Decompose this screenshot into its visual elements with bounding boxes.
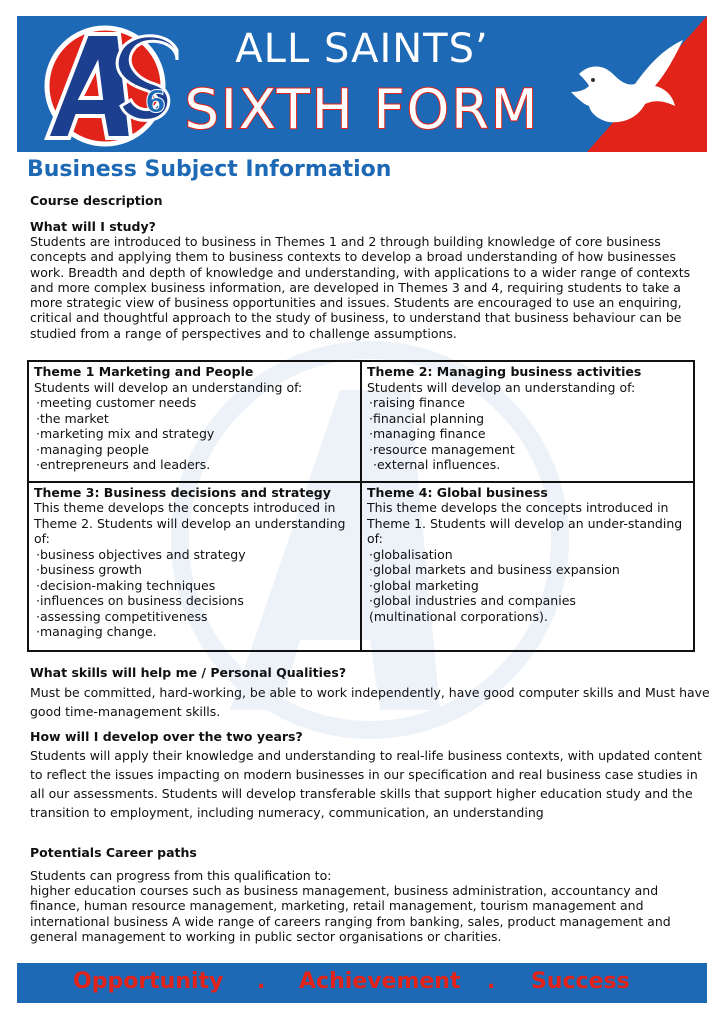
footer-dot: . (487, 969, 496, 994)
svg-text:6: 6 (145, 85, 166, 120)
themes-table (27, 360, 695, 652)
theme-3-cell (28, 482, 361, 651)
header-line1: ALL SAINTS’ (235, 26, 489, 72)
develop-heading: How will I develop over the two years? (30, 729, 303, 744)
list-item: ·global markets and business expansion (369, 562, 620, 578)
list-item: ·meeting customer needs (36, 395, 197, 410)
skills-paragraph: Must be committed, hard-working, be able to work independently, have good computer skills and Must have good time-management skills. (30, 685, 710, 719)
list-item: ·global industries and companies (369, 593, 576, 609)
list-item: (multinational corporations). (369, 608, 548, 624)
list-item: ·external influences. (369, 457, 501, 472)
theme-4-cell (361, 482, 694, 651)
list-item: ·influences on business decisions (36, 593, 244, 609)
list-item: ·marketing mix and strategy (36, 426, 215, 441)
career-paragraph (30, 868, 710, 944)
dove-icon (569, 34, 689, 134)
header-line2: SIXTH FORM (184, 78, 540, 141)
footer-achievement: Achievement (299, 969, 461, 994)
list-item: ·raising finance (369, 395, 466, 410)
career-heading: Potentials Career paths (30, 845, 197, 860)
footer-dot: . (257, 969, 266, 994)
theme-4-intro: This theme develops the concepts introduced in Theme 1. Students will develop an under-standing of: (367, 500, 683, 547)
page-title: Business Subject Information (27, 157, 392, 182)
theme-1-cell (28, 361, 361, 482)
career-text: higher education courses such as business management, business administration, accountancy and finance, human resource management, marketing, retail management, tourism management and international business A wide range of careers ranging from banking, sales, product management and general management to working in public sector organisations or charities. (30, 883, 671, 944)
footer-banner (17, 963, 707, 1003)
footer-success: Success (531, 969, 630, 994)
theme-2-intro: Students will develop an understanding of: (367, 379, 636, 395)
develop-paragraph: Students will apply their knowledge and understanding to real-life business contexts, with updated content to reflect the issues impacting on modern businesses in our specification and real business case studies in all our assessments. Students will develop transferable skills that support higher education study and the transition to employment, including numeracy, communication, an understanding (30, 748, 702, 820)
study-paragraph: Students are introduced to business in Themes 1 and 2 through building knowledge of core business concepts and applying them to business contexts to develop a broad understanding of how businesses work. Breadth and depth of knowledge and understanding, with applications to a wider range of contexts and more complex business information, are developed in Themes 3 and 4, requiring students to take a more strategic view of business opportunities and issues. Students are encouraged to use an enquiring, critical and thoughtful approach to the study of business, to understand that business behaviour can be studied from a range of perspectives and to challenge assumptions. (30, 234, 691, 341)
theme-1-intro: Students will develop an understanding of: (34, 379, 303, 395)
list-item: ·managing people (36, 441, 150, 457)
list-item: ·globalisation (369, 546, 453, 562)
list-item: ·business growth (36, 562, 142, 578)
list-item: ·managing change. (36, 624, 157, 640)
list-item: ·assessing competitiveness (36, 608, 208, 624)
list-item: ·entrepreneurs and leaders. (36, 457, 211, 472)
theme-1-title: Theme 1 Marketing and People (34, 364, 254, 379)
theme-3-title: Theme 3: Business decisions and strategy (34, 484, 331, 500)
list-item: ·resource management (369, 441, 515, 457)
theme-3-intro: This theme develops the concepts introduced in Theme 2. Students will develop an understanding of: (34, 500, 346, 547)
skills-heading: What skills will help me / Personal Qualities? (30, 665, 347, 680)
theme-2-title: Theme 2: Managing business activities (367, 364, 642, 379)
header-banner (17, 16, 707, 152)
theme-4-title: Theme 4: Global business (367, 484, 548, 500)
list-item: ·global marketing (369, 577, 479, 593)
study-heading: What will I study? (30, 219, 156, 234)
list-item: ·decision-making techniques (36, 577, 216, 593)
list-item: ·financial planning (369, 410, 485, 426)
theme-2-cell (361, 361, 694, 482)
course-description-label: Course description (30, 193, 163, 208)
list-item: ·managing finance (369, 426, 486, 441)
list-item: ·business objectives and strategy (36, 546, 246, 562)
career-intro: Students can progress from this qualification to: (30, 868, 332, 883)
list-item: ·the market (36, 410, 109, 426)
footer-opportunity: Opportunity (73, 969, 224, 994)
